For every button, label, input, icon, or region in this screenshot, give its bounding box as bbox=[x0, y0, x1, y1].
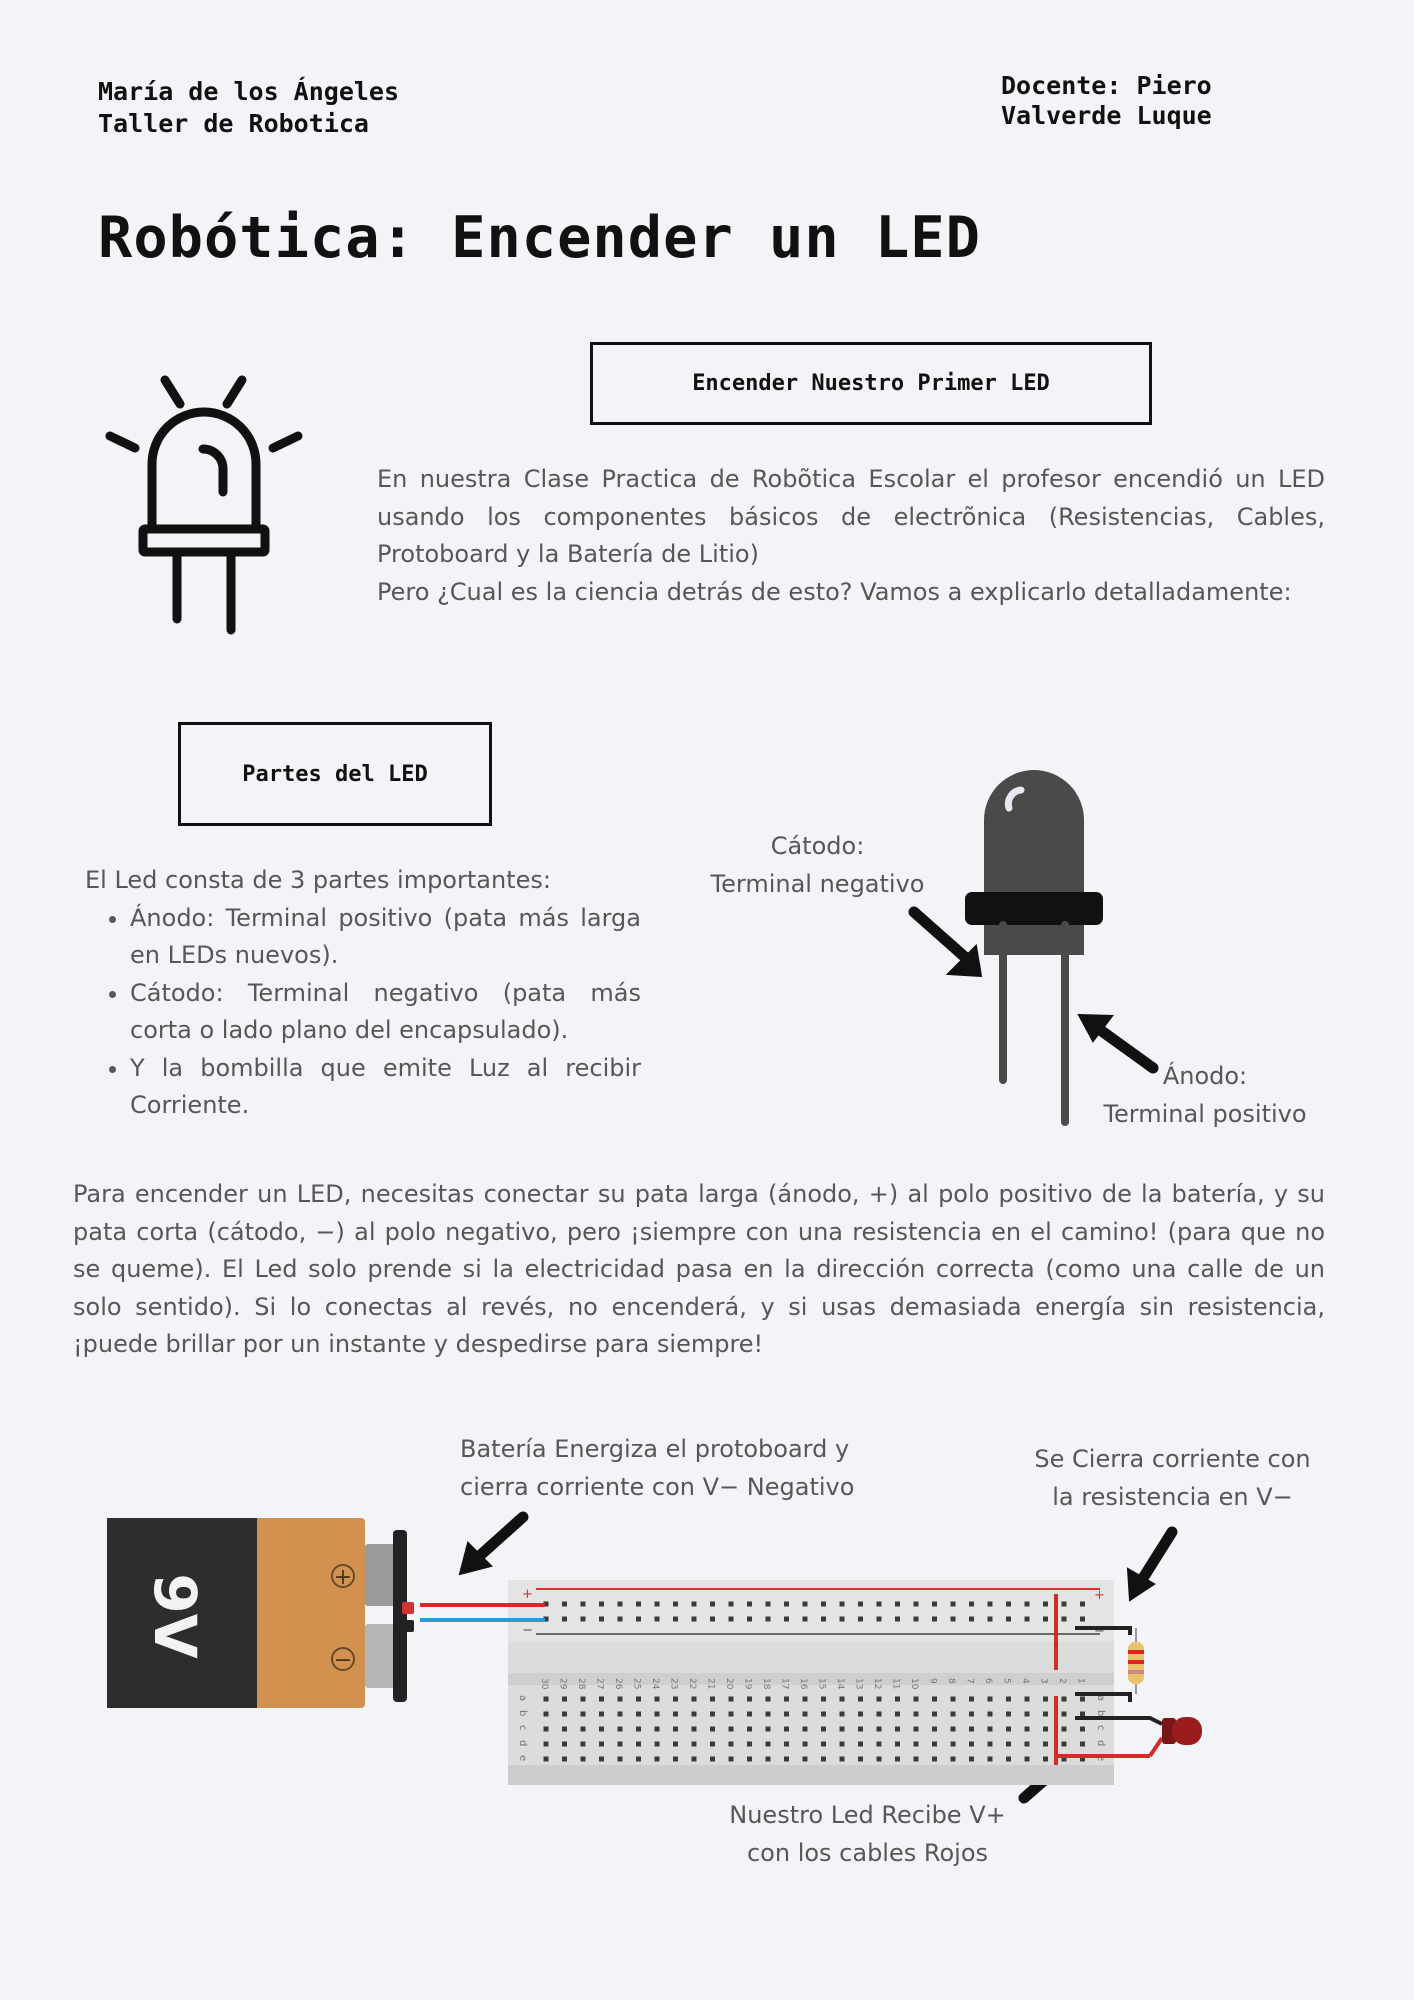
breadboard-hole bbox=[932, 1617, 937, 1622]
row-letter: c bbox=[517, 1725, 528, 1731]
breadboard-hole bbox=[895, 1742, 900, 1747]
breadboard-hole bbox=[1025, 1757, 1030, 1762]
breadboard-hole bbox=[803, 1617, 808, 1622]
breadboard-hole bbox=[1062, 1742, 1067, 1747]
breadboard-hole bbox=[710, 1727, 715, 1732]
column-number: 11 bbox=[890, 1678, 901, 1690]
breadboard-hole bbox=[803, 1727, 808, 1732]
breadboard-hole bbox=[803, 1742, 808, 1747]
column-number: 16 bbox=[798, 1678, 808, 1690]
breadboard-hole bbox=[932, 1697, 937, 1702]
breadboard-hole bbox=[1080, 1602, 1085, 1607]
breadboard-hole bbox=[988, 1602, 993, 1607]
breadboard-hole bbox=[673, 1757, 678, 1762]
breadboard-hole bbox=[821, 1617, 826, 1622]
breadboard-hole bbox=[1080, 1742, 1085, 1747]
breadboard-hole bbox=[636, 1617, 641, 1622]
teacher-block bbox=[1001, 71, 1212, 131]
breadboard-hole bbox=[784, 1742, 789, 1747]
led-parts-intro: El Led consta de 3 partes importantes: bbox=[85, 866, 551, 894]
breadboard-hole bbox=[840, 1727, 845, 1732]
breadboard-hole bbox=[747, 1602, 752, 1607]
column-number: 21 bbox=[705, 1678, 716, 1690]
breadboard-hole bbox=[692, 1727, 697, 1732]
breadboard-hole bbox=[895, 1602, 900, 1607]
breadboard-hole bbox=[599, 1617, 604, 1622]
breadboard-hole bbox=[673, 1727, 678, 1732]
breadboard-hole bbox=[692, 1602, 697, 1607]
breadboard-hole bbox=[1080, 1697, 1085, 1702]
breadboard-hole bbox=[766, 1697, 771, 1702]
breadboard-hole bbox=[747, 1617, 752, 1622]
breadboard-hole bbox=[729, 1712, 734, 1717]
battery-note-line-1: Batería Energiza el protoboard y bbox=[460, 1435, 850, 1463]
breadboard-hole bbox=[673, 1697, 678, 1702]
breadboard-hole bbox=[636, 1757, 641, 1762]
breadboard-hole bbox=[969, 1742, 974, 1747]
breadboard-hole bbox=[803, 1697, 808, 1702]
teacher-line-2: Valverde Luque bbox=[1001, 101, 1212, 130]
breadboard-hole bbox=[581, 1602, 586, 1607]
breadboard-hole bbox=[599, 1712, 604, 1717]
section-heading-led-parts: Partes del LED bbox=[178, 722, 492, 826]
breadboard-hole bbox=[729, 1697, 734, 1702]
breadboard-hole bbox=[877, 1602, 882, 1607]
breadboard-hole bbox=[914, 1712, 919, 1717]
breadboard-hole bbox=[951, 1617, 956, 1622]
breadboard-hole bbox=[895, 1617, 900, 1622]
cathode-label-title: Cátodo: bbox=[770, 832, 865, 860]
breadboard-hole bbox=[914, 1617, 919, 1622]
breadboard-hole bbox=[747, 1697, 752, 1702]
breadboard-hole bbox=[840, 1697, 845, 1702]
row-letter: e bbox=[517, 1755, 528, 1762]
breadboard-hole bbox=[1025, 1742, 1030, 1747]
breadboard-hole bbox=[1062, 1727, 1067, 1732]
rail-plus-left: + bbox=[522, 1587, 533, 1602]
breadboard-hole bbox=[1043, 1602, 1048, 1607]
breadboard-hole bbox=[821, 1602, 826, 1607]
breadboard-hole bbox=[581, 1727, 586, 1732]
breadboard-hole bbox=[562, 1617, 567, 1622]
breadboard-hole bbox=[988, 1727, 993, 1732]
breadboard-hole bbox=[544, 1712, 549, 1717]
breadboard-hole bbox=[636, 1742, 641, 1747]
intro-paragraph-2: Pero ¿Cual es la ciencia detrás de esto? Vamos a explicarlo detalladamente: bbox=[377, 577, 1292, 606]
breadboard-hole bbox=[821, 1757, 826, 1762]
breadboard-hole bbox=[784, 1712, 789, 1717]
breadboard-hole bbox=[729, 1727, 734, 1732]
breadboard-hole bbox=[784, 1757, 789, 1762]
breadboard-hole bbox=[599, 1727, 604, 1732]
breadboard-hole bbox=[895, 1697, 900, 1702]
breadboard-hole bbox=[766, 1712, 771, 1717]
breadboard-hole bbox=[858, 1602, 863, 1607]
breadboard-hole bbox=[618, 1727, 623, 1732]
column-number: 25 bbox=[631, 1678, 642, 1690]
breadboard-hole bbox=[618, 1757, 623, 1762]
breadboard-hole bbox=[1006, 1712, 1011, 1717]
breadboard-hole bbox=[1006, 1727, 1011, 1732]
column-number: 2 bbox=[1057, 1678, 1067, 1684]
battery-label: 9V bbox=[140, 1573, 209, 1659]
breadboard-hole bbox=[544, 1727, 549, 1732]
breadboard-hole bbox=[618, 1602, 623, 1607]
breadboard-hole bbox=[692, 1697, 697, 1702]
breadboard-hole bbox=[951, 1602, 956, 1607]
breadboard-hole bbox=[784, 1617, 789, 1622]
rail-plus-right: + bbox=[1094, 1588, 1105, 1603]
column-number: 18 bbox=[761, 1678, 771, 1690]
breadboard-hole bbox=[599, 1757, 604, 1762]
breadboard-hole bbox=[840, 1757, 845, 1762]
breadboard-hole bbox=[914, 1602, 919, 1607]
anode-label bbox=[1080, 1058, 1330, 1133]
breadboard-hole bbox=[655, 1712, 660, 1717]
breadboard-hole bbox=[784, 1697, 789, 1702]
breadboard-hole bbox=[581, 1712, 586, 1717]
breadboard-hole bbox=[618, 1697, 623, 1702]
breadboard-hole bbox=[969, 1617, 974, 1622]
breadboard-hole bbox=[673, 1617, 678, 1622]
led-parts-list bbox=[85, 862, 641, 1125]
breadboard-hole bbox=[803, 1712, 808, 1717]
breadboard-hole bbox=[692, 1712, 697, 1717]
row-letter: a bbox=[517, 1695, 528, 1702]
rail-minus-left: − bbox=[522, 1623, 533, 1638]
breadboard-hole bbox=[895, 1727, 900, 1732]
breadboard-hole bbox=[1062, 1602, 1067, 1607]
breadboard-hole bbox=[766, 1757, 771, 1762]
breadboard-circuit bbox=[410, 1510, 1230, 1820]
breadboard-hole bbox=[636, 1727, 641, 1732]
breadboard-hole bbox=[562, 1602, 567, 1607]
breadboard-hole bbox=[1006, 1617, 1011, 1622]
breadboard-hole bbox=[951, 1712, 956, 1717]
breadboard-hole bbox=[710, 1617, 715, 1622]
breadboard-hole bbox=[636, 1697, 641, 1702]
breadboard-hole bbox=[1025, 1712, 1030, 1717]
led-outline-icon bbox=[100, 372, 310, 642]
column-number: 20 bbox=[724, 1678, 734, 1690]
breadboard-hole bbox=[932, 1757, 937, 1762]
breadboard-hole bbox=[655, 1617, 660, 1622]
breadboard-hole bbox=[840, 1617, 845, 1622]
breadboard-hole bbox=[1062, 1712, 1067, 1717]
breadboard-hole bbox=[951, 1757, 956, 1762]
red-led bbox=[1162, 1717, 1202, 1745]
breadboard-hole bbox=[544, 1697, 549, 1702]
breadboard-hole bbox=[988, 1617, 993, 1622]
led-note-line-2: con los cables Rojos bbox=[746, 1838, 989, 1867]
breadboard-hole bbox=[784, 1727, 789, 1732]
breadboard-hole bbox=[914, 1742, 919, 1747]
column-number: 26 bbox=[613, 1678, 623, 1690]
column-number: 30 bbox=[539, 1678, 549, 1690]
column-number: 4 bbox=[1020, 1678, 1030, 1684]
column-number: 27 bbox=[594, 1678, 605, 1690]
battery-plus-sign: + bbox=[333, 1565, 353, 1590]
explanation-paragraph: Para encender un LED, necesitas conectar su pata larga (ánodo, +) al polo positivo de la batería, y su pata corta (cátodo, −) al polo negativo, pero ¡siempre con una resistencia en el camino! (para que no se queme). El Led solo prende si la electricidad pasa en la dirección correcta (como una calle de un solo sentido). Si lo conectas al revés, no encenderá, y si usas demasiada energía sin resistencia, ¡puede brillar por un instante y despedirse para siempre! bbox=[73, 1180, 1325, 1358]
breadboard-hole bbox=[969, 1712, 974, 1717]
author-name: María de los Ángeles bbox=[98, 77, 400, 106]
breadboard-hole bbox=[784, 1602, 789, 1607]
column-number: 9 bbox=[927, 1678, 938, 1684]
breadboard-hole bbox=[969, 1697, 974, 1702]
battery-9v bbox=[105, 1516, 425, 1704]
breadboard-hole bbox=[1043, 1712, 1048, 1717]
breadboard-hole bbox=[858, 1617, 863, 1622]
anode-label-desc: Terminal positivo bbox=[1103, 1099, 1307, 1128]
breadboard-hole bbox=[729, 1617, 734, 1622]
breadboard-hole bbox=[599, 1742, 604, 1747]
breadboard-hole bbox=[747, 1757, 752, 1762]
breadboard-hole bbox=[673, 1712, 678, 1717]
breadboard-hole bbox=[821, 1712, 826, 1717]
anode-label-title: Ánodo: bbox=[1162, 1062, 1248, 1090]
row-letter: c bbox=[1095, 1725, 1106, 1731]
breadboard-hole bbox=[821, 1697, 826, 1702]
breadboard-hole bbox=[581, 1617, 586, 1622]
breadboard-hole bbox=[988, 1742, 993, 1747]
breadboard-hole bbox=[655, 1727, 660, 1732]
breadboard-hole bbox=[618, 1617, 623, 1622]
column-number: 3 bbox=[1038, 1678, 1049, 1684]
breadboard-hole bbox=[1006, 1742, 1011, 1747]
breadboard-hole bbox=[1006, 1757, 1011, 1762]
breadboard-hole bbox=[1006, 1602, 1011, 1607]
breadboard-hole bbox=[710, 1757, 715, 1762]
column-number: 17 bbox=[779, 1678, 790, 1690]
breadboard-hole bbox=[988, 1712, 993, 1717]
breadboard-hole bbox=[599, 1697, 604, 1702]
breadboard-hole bbox=[969, 1757, 974, 1762]
breadboard-hole bbox=[877, 1712, 882, 1717]
resistor-note-line-1: Se Cierra corriente con bbox=[1034, 1445, 1311, 1473]
breadboard-hole bbox=[692, 1617, 697, 1622]
breadboard-hole bbox=[821, 1727, 826, 1732]
row-letter: d bbox=[517, 1740, 528, 1747]
list-item: • Ánodo: Terminal positivo (pata más larga en LEDs nuevos). bbox=[130, 900, 641, 975]
breadboard-hole bbox=[932, 1712, 937, 1717]
breadboard-hole bbox=[895, 1712, 900, 1717]
breadboard-hole bbox=[803, 1602, 808, 1607]
breadboard-hole bbox=[747, 1727, 752, 1732]
column-number: 13 bbox=[853, 1678, 864, 1690]
breadboard-hole bbox=[858, 1757, 863, 1762]
breadboard-hole bbox=[840, 1712, 845, 1717]
breadboard-hole bbox=[914, 1757, 919, 1762]
breadboard-hole bbox=[581, 1757, 586, 1762]
column-number: 1 bbox=[1075, 1678, 1086, 1684]
breadboard-hole bbox=[932, 1742, 937, 1747]
workshop-name: Taller de Robotica bbox=[98, 109, 369, 138]
breadboard-hole bbox=[710, 1742, 715, 1747]
battery-note bbox=[460, 1431, 910, 1506]
rail-minus-right: − bbox=[1094, 1624, 1105, 1639]
breadboard-hole bbox=[562, 1757, 567, 1762]
breadboard-hole bbox=[988, 1757, 993, 1762]
breadboard-hole bbox=[710, 1712, 715, 1717]
column-number: 19 bbox=[742, 1678, 753, 1690]
breadboard-hole bbox=[655, 1697, 660, 1702]
breadboard-hole bbox=[914, 1727, 919, 1732]
column-number: 24 bbox=[650, 1678, 660, 1690]
list-item: • Y la bombilla que emite Luz al recibir Corriente. bbox=[130, 1050, 641, 1125]
breadboard-hole bbox=[932, 1602, 937, 1607]
breadboard-hole bbox=[747, 1712, 752, 1717]
breadboard-hole bbox=[858, 1742, 863, 1747]
breadboard-hole bbox=[877, 1617, 882, 1622]
column-number: 29 bbox=[557, 1678, 568, 1690]
breadboard-hole bbox=[858, 1727, 863, 1732]
breadboard-hole bbox=[729, 1602, 734, 1607]
breadboard-hole bbox=[729, 1757, 734, 1762]
breadboard-hole bbox=[636, 1712, 641, 1717]
breadboard-hole bbox=[1025, 1727, 1030, 1732]
breadboard-hole bbox=[914, 1697, 919, 1702]
breadboard-hole bbox=[1043, 1757, 1048, 1762]
breadboard-hole bbox=[581, 1697, 586, 1702]
breadboard-hole bbox=[710, 1697, 715, 1702]
breadboard-hole bbox=[562, 1742, 567, 1747]
breadboard-hole bbox=[895, 1757, 900, 1762]
breadboard-hole bbox=[655, 1742, 660, 1747]
teacher-line-1: Docente: Piero bbox=[1001, 71, 1212, 100]
intro-text bbox=[377, 461, 1325, 611]
breadboard-hole bbox=[1043, 1742, 1048, 1747]
resistor-note-line-2: la resistencia en V− bbox=[1052, 1482, 1293, 1511]
breadboard-hole bbox=[562, 1727, 567, 1732]
breadboard-hole bbox=[562, 1697, 567, 1702]
breadboard-hole bbox=[1006, 1697, 1011, 1702]
cathode-label-desc: Terminal negativo bbox=[710, 869, 925, 898]
breadboard-hole bbox=[803, 1757, 808, 1762]
breadboard-hole bbox=[1025, 1602, 1030, 1607]
breadboard-hole bbox=[1080, 1727, 1085, 1732]
breadboard-hole bbox=[1025, 1697, 1030, 1702]
intro-paragraph-1: En nuestra Clase Practica de Robõtica Escolar el profesor encendió un LED usando los componentes básicos de electrõnica (Resistencias, Cables, Protoboard y la Batería de Litio) bbox=[377, 465, 1325, 568]
row-letter: d bbox=[1095, 1740, 1106, 1747]
breadboard-hole bbox=[655, 1602, 660, 1607]
breadboard-hole bbox=[673, 1742, 678, 1747]
breadboard-hole bbox=[544, 1742, 549, 1747]
breadboard-hole bbox=[618, 1712, 623, 1717]
row-letter: a bbox=[1095, 1695, 1106, 1702]
row-letter: e bbox=[1095, 1755, 1106, 1762]
column-number: 22 bbox=[687, 1678, 697, 1690]
breadboard-hole bbox=[1025, 1617, 1030, 1622]
breadboard-hole bbox=[877, 1742, 882, 1747]
section-heading-first-led: Encender Nuestro Primer LED bbox=[590, 342, 1152, 425]
battery-minus-sign: − bbox=[333, 1648, 353, 1673]
breadboard-hole bbox=[766, 1742, 771, 1747]
breadboard-hole bbox=[969, 1727, 974, 1732]
breadboard-hole bbox=[692, 1742, 697, 1747]
breadboard-hole bbox=[988, 1697, 993, 1702]
breadboard-hole bbox=[877, 1757, 882, 1762]
column-number: 28 bbox=[576, 1678, 586, 1690]
breadboard-hole bbox=[1062, 1697, 1067, 1702]
row-letter: b bbox=[1095, 1710, 1106, 1717]
breadboard-hole bbox=[969, 1602, 974, 1607]
breadboard-hole bbox=[747, 1742, 752, 1747]
breadboard-hole bbox=[951, 1697, 956, 1702]
breadboard-hole bbox=[618, 1742, 623, 1747]
breadboard-hole bbox=[877, 1727, 882, 1732]
resistor-note bbox=[1000, 1441, 1345, 1516]
breadboard-hole bbox=[877, 1697, 882, 1702]
column-number: 10 bbox=[909, 1678, 919, 1690]
author-block bbox=[98, 76, 399, 140]
breadboard-hole bbox=[1062, 1617, 1067, 1622]
breadboard-hole bbox=[710, 1602, 715, 1607]
row-letter: b bbox=[517, 1710, 528, 1717]
breadboard-hole bbox=[1080, 1712, 1085, 1717]
breadboard-hole bbox=[692, 1757, 697, 1762]
breadboard-hole bbox=[562, 1712, 567, 1717]
breadboard-hole bbox=[858, 1697, 863, 1702]
breadboard-hole bbox=[729, 1742, 734, 1747]
column-number: 6 bbox=[983, 1678, 993, 1684]
breadboard-hole bbox=[673, 1602, 678, 1607]
breadboard-hole bbox=[766, 1602, 771, 1607]
breadboard-hole bbox=[1043, 1727, 1048, 1732]
breadboard-hole bbox=[599, 1602, 604, 1607]
column-number: 14 bbox=[835, 1678, 845, 1690]
breadboard-hole bbox=[766, 1617, 771, 1622]
breadboard-hole bbox=[1080, 1617, 1085, 1622]
column-number: 12 bbox=[872, 1678, 882, 1690]
led-note-line-1: Nuestro Led Recibe V+ bbox=[729, 1801, 1006, 1829]
breadboard-hole bbox=[951, 1742, 956, 1747]
breadboard-hole bbox=[655, 1757, 660, 1762]
breadboard-hole bbox=[544, 1757, 549, 1762]
breadboard-hole bbox=[840, 1602, 845, 1607]
column-number: 5 bbox=[1001, 1678, 1012, 1684]
column-number: 15 bbox=[816, 1678, 827, 1690]
column-number: 23 bbox=[668, 1678, 679, 1690]
battery-note-line-2: cierra corriente con V− Negativo bbox=[460, 1472, 855, 1501]
breadboard-hole bbox=[858, 1712, 863, 1717]
breadboard-hole bbox=[1043, 1617, 1048, 1622]
breadboard-hole bbox=[840, 1742, 845, 1747]
column-number: 8 bbox=[946, 1678, 956, 1684]
breadboard-hole bbox=[1043, 1697, 1048, 1702]
breadboard-hole bbox=[951, 1727, 956, 1732]
breadboard-hole bbox=[581, 1742, 586, 1747]
column-number: 7 bbox=[964, 1678, 975, 1684]
list-item: • Cátodo: Terminal negativo (pata más corta o lado plano del encapsulado). bbox=[130, 975, 641, 1050]
breadboard-hole bbox=[636, 1602, 641, 1607]
page-title: Robótica: Encender un LED bbox=[98, 205, 981, 271]
breadboard-hole bbox=[821, 1742, 826, 1747]
breadboard-hole bbox=[766, 1727, 771, 1732]
breadboard-hole bbox=[932, 1727, 937, 1732]
